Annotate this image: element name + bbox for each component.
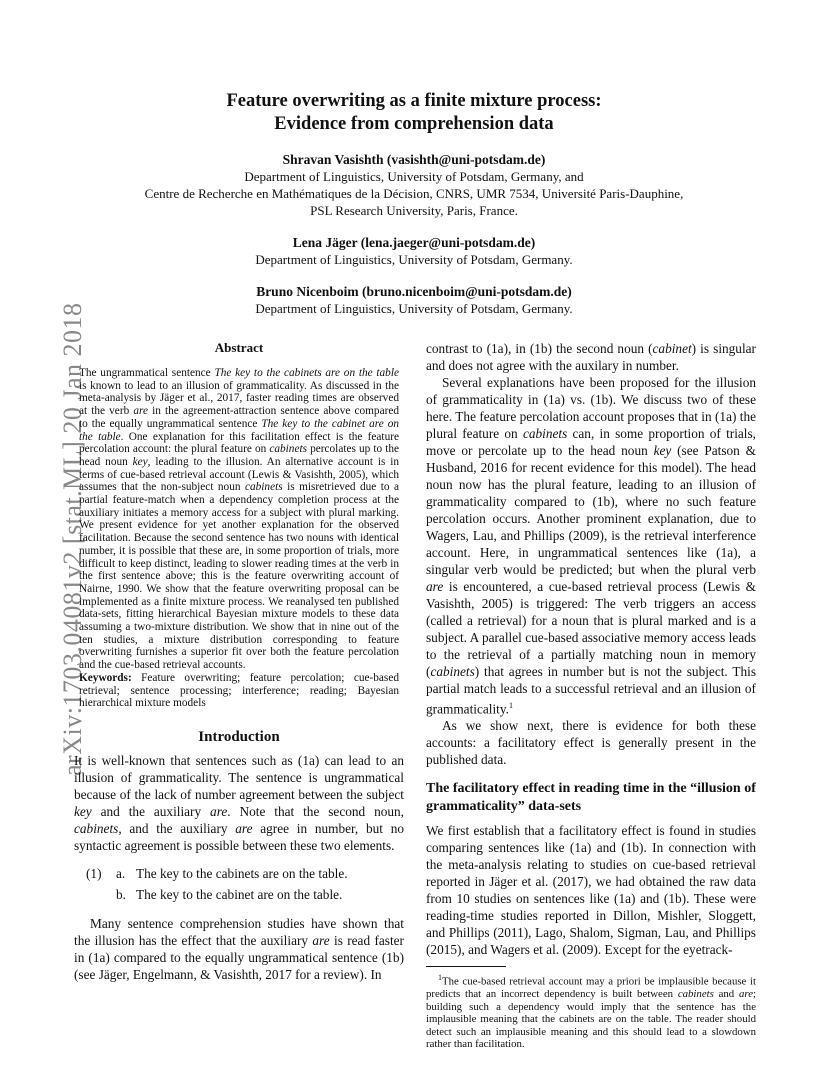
author-block-2 xyxy=(74,234,754,268)
example-row-a xyxy=(74,863,404,884)
body-emphasis: are xyxy=(312,932,330,948)
abstract-emphasis: The key to the cabinets are on the table xyxy=(214,367,399,379)
abstract-text: , leading to the illusion. An alternative account is in terms of cue-based retrieval account (Lewis & Vasishth, 2005), which assumes that the non-subject noun xyxy=(79,455,399,494)
abstract-emphasis: The key to the cabinet are on the table xyxy=(79,417,399,443)
body-paragraph-1 xyxy=(426,340,756,374)
body-emphasis: key xyxy=(653,443,672,458)
arxiv-identifier-stamp xyxy=(20,290,87,776)
body-text: ) is singular and does not agree with the auxilary in number. xyxy=(426,341,756,373)
abstract-text: The ungrammatical sentence xyxy=(79,367,215,379)
body-text: Several explanations have been proposed for the illusion of grammaticality in (1a) vs. (1b). We discuss two of these here. The feature percolation account proposes that in (1a) the plural feature on xyxy=(426,375,756,441)
body-text: and the auxiliary xyxy=(91,803,211,819)
arxiv-stamp-text: arXiv:1703.04081v2 [stat.ML] 20 Jan 2018 xyxy=(58,302,87,776)
body-emphasis: are xyxy=(235,820,253,836)
title-line-1: Feature overwriting as a finite mixture process: xyxy=(226,91,602,111)
body-paragraph-4: We first establish that a facilitatory effect is found in studies comparing sentences like (1a) and (1b). In connection with the meta-analysis relating to studies on cue-based retrieval reported in Jäger et al. (2017), we had obtained the raw data from 10 studies on sentences like (1a) and (1b). These were reading-time studies reported in Dillon, Mishler, Sloggett, and Phillips (2011), Lago, Shalom, Sigman, Lau, and Phillips (2015), and Wagers et al. (2009). Except for the eyetrack- xyxy=(426,823,756,958)
body-emphasis: are xyxy=(426,579,444,594)
author-affiliation: Department of Linguistics, University of Potsdam, Germany. xyxy=(255,252,573,267)
body-text: is read faster in (1a) compared to the equally ungrammatical sentence (1b) (see Jäger, Engelmann, & Vasishth, 2017 for a review). In xyxy=(74,932,404,982)
keywords-label: Keywords: xyxy=(79,671,132,684)
example-row-b xyxy=(74,884,404,905)
abstract-emphasis: key xyxy=(132,455,148,468)
example-number: (1) xyxy=(86,865,102,881)
author-block-1 xyxy=(74,151,754,219)
example-sentences xyxy=(74,863,404,905)
author-affiliation: PSL Research University, Paris, France. xyxy=(310,203,518,218)
right-column xyxy=(426,340,756,1050)
section-heading-introduction: Introduction xyxy=(198,728,280,745)
example-text-b: The key to the cabinet are on the table. xyxy=(136,886,343,902)
body-text: (see Patson & Husband, 2016 for recent evidence for this model). The head noun now has the plural feature, leading to an illusion of grammaticality compared to (1b), where no such feature percolation occurs. Another prominent explanation, due to Wagers, Lau, and Phillips (2009), is the retrieval interference account. Here, in ungrammatical sentences like (1a), a singular verb would be predicted; but when the plural verb xyxy=(426,443,757,577)
intro-paragraph-2 xyxy=(74,915,404,983)
author-name: Shravan Vasishth (vasishth@uni-potsdam.de) xyxy=(282,152,546,167)
keywords-list: Feature overwriting; feature percolation; cue-based retrieval; sentence processing; interference; reading; Bayesian hierarchical mixture models xyxy=(79,671,399,710)
body-emphasis: key xyxy=(74,803,92,819)
body-text: Many sentence comprehension studies have shown that the illusion has the effect that the auxiliary xyxy=(74,915,404,948)
abstract-heading: Abstract xyxy=(214,340,264,355)
author-name: Lena Jäger (lena.jaeger@uni-potsdam.de) xyxy=(292,235,536,250)
body-text: ) that agrees in number but is not the subject. This partial match leads to a successful retrieval and an illusion of grammaticality. xyxy=(426,664,756,717)
author-affiliation: Department of Linguistics, University of Potsdam, Germany, and xyxy=(244,169,584,184)
body-paragraph-3: As we show next, there is evidence for both these accounts: a facilitatory effect is generally present in the published data. xyxy=(426,718,756,768)
footnote-marker[interactable]: 1 xyxy=(508,701,513,710)
intro-paragraph-1 xyxy=(74,752,404,854)
body-text: contrast to (1a), in (1b) the second noun ( xyxy=(426,341,653,356)
left-column xyxy=(74,340,404,983)
title-line-2: Evidence from comprehension data xyxy=(274,114,554,134)
author-block-3 xyxy=(74,283,754,317)
footnote-text: The cue-based retrieval account may a priori be implausible because it predicts that an incorrect dependency is built between xyxy=(426,976,756,1001)
footnote-1 xyxy=(426,972,756,1050)
example-label-b: b. xyxy=(116,886,126,902)
body-paragraph-2 xyxy=(426,374,756,717)
body-text: agree in number, but no syntactic agreement is possible between these two elements. xyxy=(74,820,404,853)
body-text: can, in some proportion of trials, move or percolate up to the head noun xyxy=(426,426,756,458)
footnote-number: 1 xyxy=(438,973,442,983)
abstract-body xyxy=(74,367,404,710)
body-emphasis: cabinets xyxy=(522,426,568,441)
body-emphasis: cabinet xyxy=(652,341,692,356)
example-text-a: The key to the cabinets are on the table. xyxy=(136,865,348,881)
author-name: Bruno Nicenboim (bruno.nicenboim@uni-potsdam.de) xyxy=(256,284,572,299)
abstract-text: is known to lead to an illusion of grammaticality. As discussed in the meta-analysis by Jäger et al., 2017, faster reading times are observed at the verb xyxy=(79,379,399,418)
body-text: . Note that the second noun, xyxy=(227,803,404,819)
example-label-a: a. xyxy=(116,865,126,881)
body-text: is encountered, a cue-based retrieval process (Lewis & Vasishth, 2005) is triggered: The verb triggers an access (called a retrieval) for a noun that is plural marked and is a subject. A parallel cue-based associative memory access leads to the retrieval of a partially matching noun in memory ( xyxy=(426,579,756,679)
body-text: , and the auxiliary xyxy=(118,820,236,836)
author-affiliation: Department of Linguistics, University of Potsdam, Germany. xyxy=(255,301,573,316)
footnote-emphasis: are xyxy=(739,988,753,1001)
body-emphasis: are xyxy=(210,803,228,819)
body-emphasis: cabinets xyxy=(430,664,475,679)
abstract-emphasis: cabinets xyxy=(244,481,283,494)
author-affiliation: Centre de Recherche en Mathématiques de la Décision, CNRS, UMR 7534, Université Paris-Dauphine, xyxy=(144,186,684,201)
abstract-emphasis: are xyxy=(133,405,148,418)
footnote-emphasis: cabinets xyxy=(677,988,714,1001)
body-text: It is well-known that sentences such as (1a) can lead to an illusion of grammaticality. The sentence is ungrammatical because of the lack of number agreement between the subject xyxy=(74,752,404,802)
abstract-text: percolates up to the head noun xyxy=(79,443,399,468)
footnote-text: and xyxy=(713,988,739,1001)
abstract-text: is misretrieved due to a partial feature-match when a dependency completion process at the auxiliary initiates a memory access for a subject with plural marking. We present evidence for yet another explanation for the observed facilitation. Because the second sentence has two nouns with identical number, it is possible that these are, in some proportion of trials, more difficult to keep distinct, leading to slower reading times at the verb in the first sentence above; this is the feature overwriting account of Nairne, 1990. We show that the feature overwriting proposal can be implemented as a finite mixture process. We reanalysed ten published data-sets, fitting hierarchical Bayesian mixture models to these data assuming a two-mixture distribution. We show that in nine out of the ten studies, a mixture distribution corresponding to feature overwriting furnishes a superior fit over both the feature percolation and the cue-based retrieval accounts. xyxy=(79,481,399,672)
paper-title xyxy=(74,90,754,136)
abstract-text: . One explanation for this facilitation effect is the feature percolation account: the plural feature on xyxy=(79,430,399,456)
abstract-emphasis: cabinets xyxy=(269,443,308,456)
abstract-text: in the agreement-attraction sentence above compared to the equally ungrammatical sentence xyxy=(79,405,400,430)
footnote-divider xyxy=(426,966,506,967)
body-emphasis: cabinets xyxy=(74,820,119,836)
footnote-text: ; building such a dependency would imply that the sentence has the implausible meaning that the cabinets are on the table. The reader should detect such an implausible meaning and this should lead to a slowdown rather than facilitation. xyxy=(426,988,756,1051)
section-heading-facilitatory-effect: The facilitatory effect in reading time in the “illusion of grammaticality” data-sets xyxy=(426,781,756,814)
paper-header xyxy=(74,90,754,317)
